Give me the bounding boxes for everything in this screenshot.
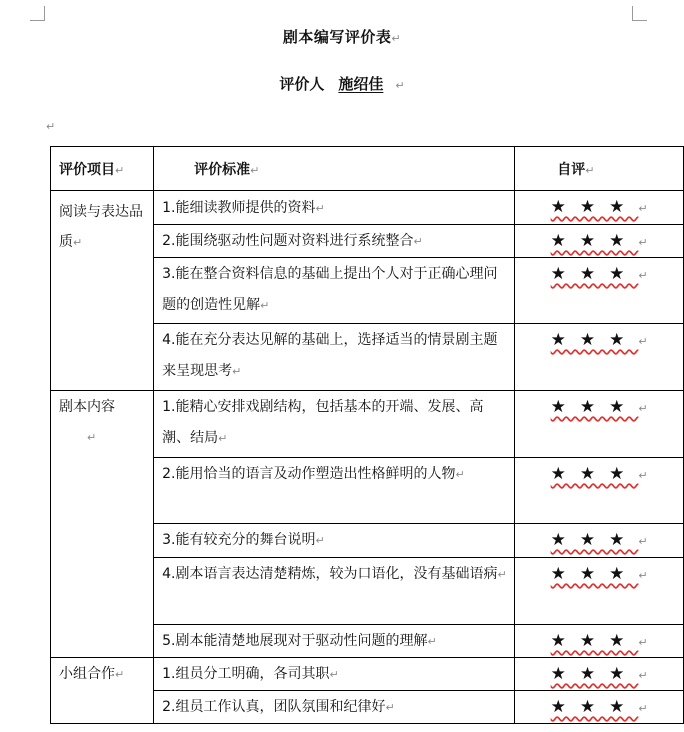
criteria-cell[interactable]: 2.组员工作认真，团队氛围和纪律好↵ xyxy=(154,691,515,724)
evaluator-name: 施绍佳 xyxy=(338,75,384,93)
evaluation-table xyxy=(50,146,684,724)
star-rating: ★★★ xyxy=(550,397,639,417)
rating-cell[interactable]: ★★★↵ xyxy=(515,658,684,691)
evaluator-line[interactable]: 评价人 施绍佳 ↵ xyxy=(279,75,405,93)
star-rating: ★★★ xyxy=(550,697,639,717)
table-header-row xyxy=(51,147,684,191)
page-corner-mark-right xyxy=(632,6,647,21)
criteria-cell[interactable]: 2.能围绕驱动性问题对资料进行系统整合↵ xyxy=(154,225,515,258)
star-rating: ★★★ xyxy=(550,530,639,550)
category-group-cooperation[interactable]: 小组合作↵ xyxy=(51,658,154,724)
document-title[interactable]: 剧本编写评价表↵ xyxy=(282,28,402,46)
criteria-cell[interactable]: 2.能用恰当的语言及动作塑造出性格鲜明的人物↵ xyxy=(154,458,515,524)
table-row xyxy=(51,391,684,458)
rating-cell[interactable]: ★★★↵ xyxy=(515,391,684,458)
rating-cell[interactable]: ★★★↵ xyxy=(515,225,684,258)
rating-cell[interactable]: ★★★↵ xyxy=(515,191,684,225)
header-item[interactable]: 评价项目↵ xyxy=(51,147,154,191)
rating-cell[interactable]: ★★★↵ xyxy=(515,625,684,658)
category-reading-expression[interactable]: 阅读与表达品质↵ xyxy=(51,191,154,391)
criteria-cell[interactable]: 4.能在充分表达见解的基础上，选择适当的情景剧主题来呈现思考↵ xyxy=(154,324,515,391)
header-criteria[interactable]: 评价标准↵ xyxy=(154,147,515,191)
blank-paragraph-mark: ↵ xyxy=(46,120,56,133)
header-self-rating[interactable]: 自评↵ xyxy=(515,147,684,191)
criteria-cell[interactable]: 3.能有较充分的舞台说明↵ xyxy=(154,524,515,558)
table-row xyxy=(51,658,684,691)
star-rating: ★★★ xyxy=(550,564,639,584)
star-rating: ★★★ xyxy=(550,631,639,651)
criteria-cell[interactable]: 1.组员分工明确，各司其职↵ xyxy=(154,658,515,691)
star-rating: ★★★ xyxy=(550,197,639,217)
table-row xyxy=(51,191,684,225)
criteria-cell[interactable]: 4.剧本语言表达清楚精炼，较为口语化，没有基础语病↵ xyxy=(154,558,515,625)
star-rating: ★★★ xyxy=(550,264,639,284)
rating-cell[interactable]: ★★★↵ xyxy=(515,258,684,324)
rating-cell[interactable]: ★★★↵ xyxy=(515,324,684,391)
star-rating: ★★★ xyxy=(550,330,639,350)
rating-cell[interactable]: ★★★↵ xyxy=(515,558,684,625)
criteria-cell[interactable]: 1.能细读教师提供的资料↵ xyxy=(154,191,515,225)
star-rating: ★★★ xyxy=(550,664,639,684)
rating-cell[interactable]: ★★★↵ xyxy=(515,458,684,524)
star-rating: ★★★ xyxy=(550,231,639,251)
star-rating: ★★★ xyxy=(550,464,639,484)
evaluator-label: 评价人 xyxy=(279,75,325,93)
criteria-cell[interactable]: 3.能在整合资料信息的基础上提出个人对于正确心理问题的创造性见解↵ xyxy=(154,258,515,324)
rating-cell[interactable]: ★★★↵ xyxy=(515,691,684,724)
criteria-cell[interactable]: 1.能精心安排戏剧结构，包括基本的开端、发展、高潮、结局↵ xyxy=(154,391,515,458)
category-script-content[interactable]: 剧本内容 ↵ xyxy=(51,391,154,658)
criteria-cell[interactable]: 5.剧本能清楚地展现对于驱动性问题的理解↵ xyxy=(154,625,515,658)
rating-cell[interactable]: ★★★↵ xyxy=(515,524,684,558)
page-corner-mark-left xyxy=(30,6,45,21)
